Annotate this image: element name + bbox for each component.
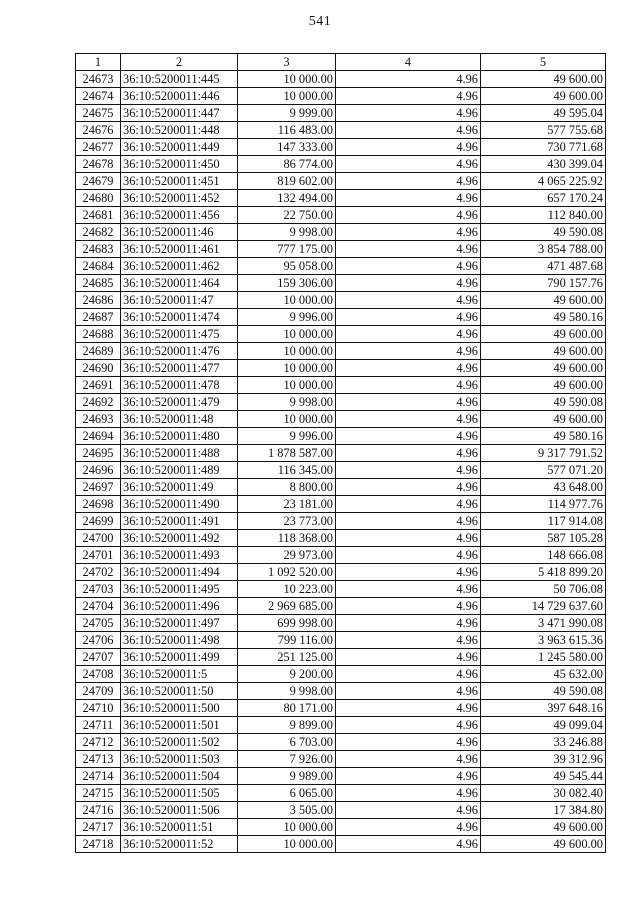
- amount-value: 33 246.88: [481, 734, 606, 751]
- table-row: [76, 598, 606, 615]
- cadastral-number: 36:10:5200011:47: [121, 292, 238, 309]
- rate-value: 4.96: [336, 785, 481, 802]
- amount-value: 43 648.00: [481, 479, 606, 496]
- area-value: 147 333.00: [238, 139, 336, 156]
- table-row: [76, 632, 606, 649]
- cadastral-number: 36:10:5200011:489: [121, 462, 238, 479]
- amount-value: 397 648.16: [481, 700, 606, 717]
- area-value: 10 000.00: [238, 292, 336, 309]
- row-number: 24706: [76, 632, 121, 649]
- cadastral-number: 36:10:5200011:501: [121, 717, 238, 734]
- cadastral-number: 36:10:5200011:505: [121, 785, 238, 802]
- amount-value: 4 065 225.92: [481, 173, 606, 190]
- table-row: [76, 156, 606, 173]
- area-value: 10 000.00: [238, 71, 336, 88]
- column-header: 3: [238, 54, 336, 71]
- row-number: 24697: [76, 479, 121, 496]
- row-number: 24688: [76, 326, 121, 343]
- cadastral-number: 36:10:5200011:480: [121, 428, 238, 445]
- cadastral-table: [75, 53, 606, 853]
- amount-value: 50 706.08: [481, 581, 606, 598]
- rate-value: 4.96: [336, 360, 481, 377]
- amount-value: 471 487.68: [481, 258, 606, 275]
- rate-value: 4.96: [336, 819, 481, 836]
- cadastral-number: 36:10:5200011:451: [121, 173, 238, 190]
- table-row: [76, 836, 606, 853]
- area-value: 9 998.00: [238, 394, 336, 411]
- table-row: [76, 496, 606, 513]
- row-number: 24684: [76, 258, 121, 275]
- table-row: [76, 462, 606, 479]
- amount-value: 657 170.24: [481, 190, 606, 207]
- area-value: 6 703.00: [238, 734, 336, 751]
- amount-value: 117 914.08: [481, 513, 606, 530]
- amount-value: 49 590.08: [481, 224, 606, 241]
- cadastral-number: 36:10:5200011:475: [121, 326, 238, 343]
- area-value: 9 200.00: [238, 666, 336, 683]
- table-row: [76, 88, 606, 105]
- column-header: 2: [121, 54, 238, 71]
- row-number: 24676: [76, 122, 121, 139]
- cadastral-number: 36:10:5200011:504: [121, 768, 238, 785]
- rate-value: 4.96: [336, 258, 481, 275]
- rate-value: 4.96: [336, 700, 481, 717]
- rate-value: 4.96: [336, 156, 481, 173]
- cadastral-number: 36:10:5200011:446: [121, 88, 238, 105]
- row-number: 24701: [76, 547, 121, 564]
- row-number: 24681: [76, 207, 121, 224]
- row-number: 24674: [76, 88, 121, 105]
- cadastral-number: 36:10:5200011:479: [121, 394, 238, 411]
- row-number: 24716: [76, 802, 121, 819]
- rate-value: 4.96: [336, 598, 481, 615]
- amount-value: 49 580.16: [481, 428, 606, 445]
- table-row: [76, 377, 606, 394]
- rate-value: 4.96: [336, 428, 481, 445]
- row-number: 24690: [76, 360, 121, 377]
- rate-value: 4.96: [336, 224, 481, 241]
- cadastral-number: 36:10:5200011:461: [121, 241, 238, 258]
- table-row: [76, 411, 606, 428]
- area-value: 10 000.00: [238, 326, 336, 343]
- table-row: [76, 275, 606, 292]
- cadastral-number: 36:10:5200011:491: [121, 513, 238, 530]
- table-row: [76, 530, 606, 547]
- rate-value: 4.96: [336, 547, 481, 564]
- cadastral-number: 36:10:5200011:450: [121, 156, 238, 173]
- amount-value: 49 600.00: [481, 411, 606, 428]
- rate-value: 4.96: [336, 751, 481, 768]
- rate-value: 4.96: [336, 173, 481, 190]
- row-number: 24702: [76, 564, 121, 581]
- rate-value: 4.96: [336, 632, 481, 649]
- table-row: [76, 343, 606, 360]
- area-value: 10 000.00: [238, 836, 336, 853]
- table-row: [76, 292, 606, 309]
- area-value: 819 602.00: [238, 173, 336, 190]
- amount-value: 790 157.76: [481, 275, 606, 292]
- table-row: [76, 564, 606, 581]
- area-value: 777 175.00: [238, 241, 336, 258]
- table-row: [76, 479, 606, 496]
- area-value: 1 878 587.00: [238, 445, 336, 462]
- table-row: [76, 241, 606, 258]
- cadastral-number: 36:10:5200011:503: [121, 751, 238, 768]
- amount-value: 49 600.00: [481, 819, 606, 836]
- table-row: [76, 139, 606, 156]
- rate-value: 4.96: [336, 139, 481, 156]
- area-value: 116 483.00: [238, 122, 336, 139]
- rate-value: 4.96: [336, 309, 481, 326]
- cadastral-number: 36:10:5200011:452: [121, 190, 238, 207]
- area-value: 799 116.00: [238, 632, 336, 649]
- table-row: [76, 666, 606, 683]
- area-value: 9 989.00: [238, 768, 336, 785]
- amount-value: 49 545.44: [481, 768, 606, 785]
- row-number: 24712: [76, 734, 121, 751]
- column-header: 1: [76, 54, 121, 71]
- column-header: 5: [481, 54, 606, 71]
- table-row: [76, 326, 606, 343]
- row-number: 24686: [76, 292, 121, 309]
- cadastral-number: 36:10:5200011:52: [121, 836, 238, 853]
- area-value: 6 065.00: [238, 785, 336, 802]
- amount-value: 49 600.00: [481, 836, 606, 853]
- table-row: [76, 105, 606, 122]
- row-number: 24685: [76, 275, 121, 292]
- cadastral-number: 36:10:5200011:494: [121, 564, 238, 581]
- table-row: [76, 547, 606, 564]
- area-value: 10 000.00: [238, 88, 336, 105]
- area-value: 3 505.00: [238, 802, 336, 819]
- cadastral-number: 36:10:5200011:492: [121, 530, 238, 547]
- table-row: [76, 71, 606, 88]
- rate-value: 4.96: [336, 190, 481, 207]
- row-number: 24715: [76, 785, 121, 802]
- table-row: [76, 734, 606, 751]
- rate-value: 4.96: [336, 394, 481, 411]
- table-row: [76, 717, 606, 734]
- table-row: [76, 802, 606, 819]
- page-number: 541: [308, 14, 332, 29]
- table-row: [76, 428, 606, 445]
- rate-value: 4.96: [336, 683, 481, 700]
- rate-value: 4.96: [336, 411, 481, 428]
- row-number: 24687: [76, 309, 121, 326]
- area-value: 7 926.00: [238, 751, 336, 768]
- amount-value: 148 666.08: [481, 547, 606, 564]
- table-row: [76, 649, 606, 666]
- row-number: 24689: [76, 343, 121, 360]
- rate-value: 4.96: [336, 836, 481, 853]
- cadastral-number: 36:10:5200011:445: [121, 71, 238, 88]
- rate-value: 4.96: [336, 479, 481, 496]
- cadastral-number: 36:10:5200011:462: [121, 258, 238, 275]
- rate-value: 4.96: [336, 496, 481, 513]
- table-row: [76, 751, 606, 768]
- rate-value: 4.96: [336, 615, 481, 632]
- row-number: 24679: [76, 173, 121, 190]
- rate-value: 4.96: [336, 462, 481, 479]
- cadastral-number: 36:10:5200011:449: [121, 139, 238, 156]
- rate-value: 4.96: [336, 207, 481, 224]
- table-row: [76, 394, 606, 411]
- row-number: 24717: [76, 819, 121, 836]
- cadastral-number: 36:10:5200011:50: [121, 683, 238, 700]
- amount-value: 30 082.40: [481, 785, 606, 802]
- rate-value: 4.96: [336, 88, 481, 105]
- amount-value: 45 632.00: [481, 666, 606, 683]
- row-number: 24682: [76, 224, 121, 241]
- cadastral-number: 36:10:5200011:490: [121, 496, 238, 513]
- row-number: 24683: [76, 241, 121, 258]
- cadastral-number: 36:10:5200011:495: [121, 581, 238, 598]
- table-row: [76, 224, 606, 241]
- amount-value: 17 384.80: [481, 802, 606, 819]
- row-number: 24692: [76, 394, 121, 411]
- amount-value: 49 600.00: [481, 88, 606, 105]
- rate-value: 4.96: [336, 717, 481, 734]
- table-body: [76, 71, 606, 853]
- table-row: [76, 615, 606, 632]
- amount-value: 730 771.68: [481, 139, 606, 156]
- area-value: 10 000.00: [238, 360, 336, 377]
- area-value: 118 368.00: [238, 530, 336, 547]
- cadastral-number: 36:10:5200011:46: [121, 224, 238, 241]
- rate-value: 4.96: [336, 71, 481, 88]
- area-value: 10 000.00: [238, 411, 336, 428]
- rate-value: 4.96: [336, 802, 481, 819]
- amount-value: 49 590.08: [481, 683, 606, 700]
- column-header: 4: [336, 54, 481, 71]
- amount-value: 49 600.00: [481, 377, 606, 394]
- row-number: 24693: [76, 411, 121, 428]
- cadastral-number: 36:10:5200011:478: [121, 377, 238, 394]
- cadastral-number: 36:10:5200011:488: [121, 445, 238, 462]
- amount-value: 49 600.00: [481, 71, 606, 88]
- amount-value: 114 977.76: [481, 496, 606, 513]
- area-value: 86 774.00: [238, 156, 336, 173]
- cadastral-number: 36:10:5200011:51: [121, 819, 238, 836]
- row-number: 24677: [76, 139, 121, 156]
- amount-value: 1 245 580.00: [481, 649, 606, 666]
- row-number: 24700: [76, 530, 121, 547]
- area-value: 80 171.00: [238, 700, 336, 717]
- rate-value: 4.96: [336, 292, 481, 309]
- amount-value: 49 099.04: [481, 717, 606, 734]
- rate-value: 4.96: [336, 275, 481, 292]
- amount-value: 430 399.04: [481, 156, 606, 173]
- row-number: 24708: [76, 666, 121, 683]
- table-row: [76, 258, 606, 275]
- cadastral-number: 36:10:5200011:476: [121, 343, 238, 360]
- area-value: 95 058.00: [238, 258, 336, 275]
- table-row: [76, 513, 606, 530]
- amount-value: 14 729 637.60: [481, 598, 606, 615]
- header-row: [76, 54, 606, 71]
- amount-value: 49 590.08: [481, 394, 606, 411]
- rate-value: 4.96: [336, 105, 481, 122]
- area-value: 9 996.00: [238, 428, 336, 445]
- area-value: 22 750.00: [238, 207, 336, 224]
- area-value: 8 800.00: [238, 479, 336, 496]
- area-value: 10 000.00: [238, 819, 336, 836]
- rate-value: 4.96: [336, 581, 481, 598]
- rate-value: 4.96: [336, 734, 481, 751]
- cadastral-number: 36:10:5200011:496: [121, 598, 238, 615]
- area-value: 9 996.00: [238, 309, 336, 326]
- area-value: 699 998.00: [238, 615, 336, 632]
- amount-value: 49 600.00: [481, 326, 606, 343]
- table-row: [76, 309, 606, 326]
- table-row: [76, 207, 606, 224]
- cadastral-number: 36:10:5200011:499: [121, 649, 238, 666]
- table-row: [76, 683, 606, 700]
- row-number: 24680: [76, 190, 121, 207]
- amount-value: 49 595.04: [481, 105, 606, 122]
- rate-value: 4.96: [336, 530, 481, 547]
- table-row: [76, 819, 606, 836]
- rate-value: 4.96: [336, 564, 481, 581]
- amount-value: 39 312.96: [481, 751, 606, 768]
- amount-value: 49 580.16: [481, 309, 606, 326]
- row-number: 24703: [76, 581, 121, 598]
- row-number: 24673: [76, 71, 121, 88]
- table-row: [76, 785, 606, 802]
- cadastral-number: 36:10:5200011:477: [121, 360, 238, 377]
- cadastral-number: 36:10:5200011:493: [121, 547, 238, 564]
- table-row: [76, 700, 606, 717]
- amount-value: 49 600.00: [481, 343, 606, 360]
- amount-value: 577 755.68: [481, 122, 606, 139]
- cadastral-number: 36:10:5200011:464: [121, 275, 238, 292]
- table-row: [76, 768, 606, 785]
- cadastral-number: 36:10:5200011:506: [121, 802, 238, 819]
- rate-value: 4.96: [336, 666, 481, 683]
- row-number: 24698: [76, 496, 121, 513]
- amount-value: 5 418 899.20: [481, 564, 606, 581]
- row-number: 24711: [76, 717, 121, 734]
- cadastral-number: 36:10:5200011:456: [121, 207, 238, 224]
- row-number: 24710: [76, 700, 121, 717]
- area-value: 10 000.00: [238, 343, 336, 360]
- area-value: 23 773.00: [238, 513, 336, 530]
- row-number: 24699: [76, 513, 121, 530]
- row-number: 24695: [76, 445, 121, 462]
- row-number: 24678: [76, 156, 121, 173]
- cadastral-number: 36:10:5200011:497: [121, 615, 238, 632]
- table-row: [76, 360, 606, 377]
- rate-value: 4.96: [336, 122, 481, 139]
- rate-value: 4.96: [336, 513, 481, 530]
- rate-value: 4.96: [336, 343, 481, 360]
- amount-value: 49 600.00: [481, 360, 606, 377]
- amount-value: 112 840.00: [481, 207, 606, 224]
- area-value: 29 973.00: [238, 547, 336, 564]
- area-value: 2 969 685.00: [238, 598, 336, 615]
- cadastral-number: 36:10:5200011:5: [121, 666, 238, 683]
- row-number: 24704: [76, 598, 121, 615]
- row-number: 24694: [76, 428, 121, 445]
- area-value: 132 494.00: [238, 190, 336, 207]
- amount-value: 577 071.20: [481, 462, 606, 479]
- area-value: 10 000.00: [238, 377, 336, 394]
- row-number: 24713: [76, 751, 121, 768]
- area-value: 9 998.00: [238, 683, 336, 700]
- row-number: 24705: [76, 615, 121, 632]
- table-row: [76, 122, 606, 139]
- cadastral-number: 36:10:5200011:48: [121, 411, 238, 428]
- row-number: 24675: [76, 105, 121, 122]
- amount-value: 587 105.28: [481, 530, 606, 547]
- amount-value: 3 471 990.08: [481, 615, 606, 632]
- cadastral-number: 36:10:5200011:448: [121, 122, 238, 139]
- cadastral-number: 36:10:5200011:447: [121, 105, 238, 122]
- row-number: 24707: [76, 649, 121, 666]
- rate-value: 4.96: [336, 649, 481, 666]
- cadastral-number: 36:10:5200011:498: [121, 632, 238, 649]
- row-number: 24709: [76, 683, 121, 700]
- table-row: [76, 190, 606, 207]
- area-value: 23 181.00: [238, 496, 336, 513]
- table-row: [76, 581, 606, 598]
- row-number: 24714: [76, 768, 121, 785]
- table-row: [76, 445, 606, 462]
- row-number: 24718: [76, 836, 121, 853]
- area-value: 251 125.00: [238, 649, 336, 666]
- area-value: 116 345.00: [238, 462, 336, 479]
- amount-value: 49 600.00: [481, 292, 606, 309]
- table-row: [76, 173, 606, 190]
- amount-value: 9 317 791.52: [481, 445, 606, 462]
- amount-value: 3 963 615.36: [481, 632, 606, 649]
- area-value: 9 998.00: [238, 224, 336, 241]
- cadastral-number: 36:10:5200011:49: [121, 479, 238, 496]
- cadastral-number: 36:10:5200011:502: [121, 734, 238, 751]
- rate-value: 4.96: [336, 377, 481, 394]
- cadastral-number: 36:10:5200011:500: [121, 700, 238, 717]
- area-value: 1 092 520.00: [238, 564, 336, 581]
- area-value: 159 306.00: [238, 275, 336, 292]
- row-number: 24691: [76, 377, 121, 394]
- area-value: 9 999.00: [238, 105, 336, 122]
- rate-value: 4.96: [336, 326, 481, 343]
- cadastral-number: 36:10:5200011:474: [121, 309, 238, 326]
- amount-value: 3 854 788.00: [481, 241, 606, 258]
- rate-value: 4.96: [336, 768, 481, 785]
- row-number: 24696: [76, 462, 121, 479]
- rate-value: 4.96: [336, 241, 481, 258]
- area-value: 9 899.00: [238, 717, 336, 734]
- area-value: 10 223.00: [238, 581, 336, 598]
- rate-value: 4.96: [336, 445, 481, 462]
